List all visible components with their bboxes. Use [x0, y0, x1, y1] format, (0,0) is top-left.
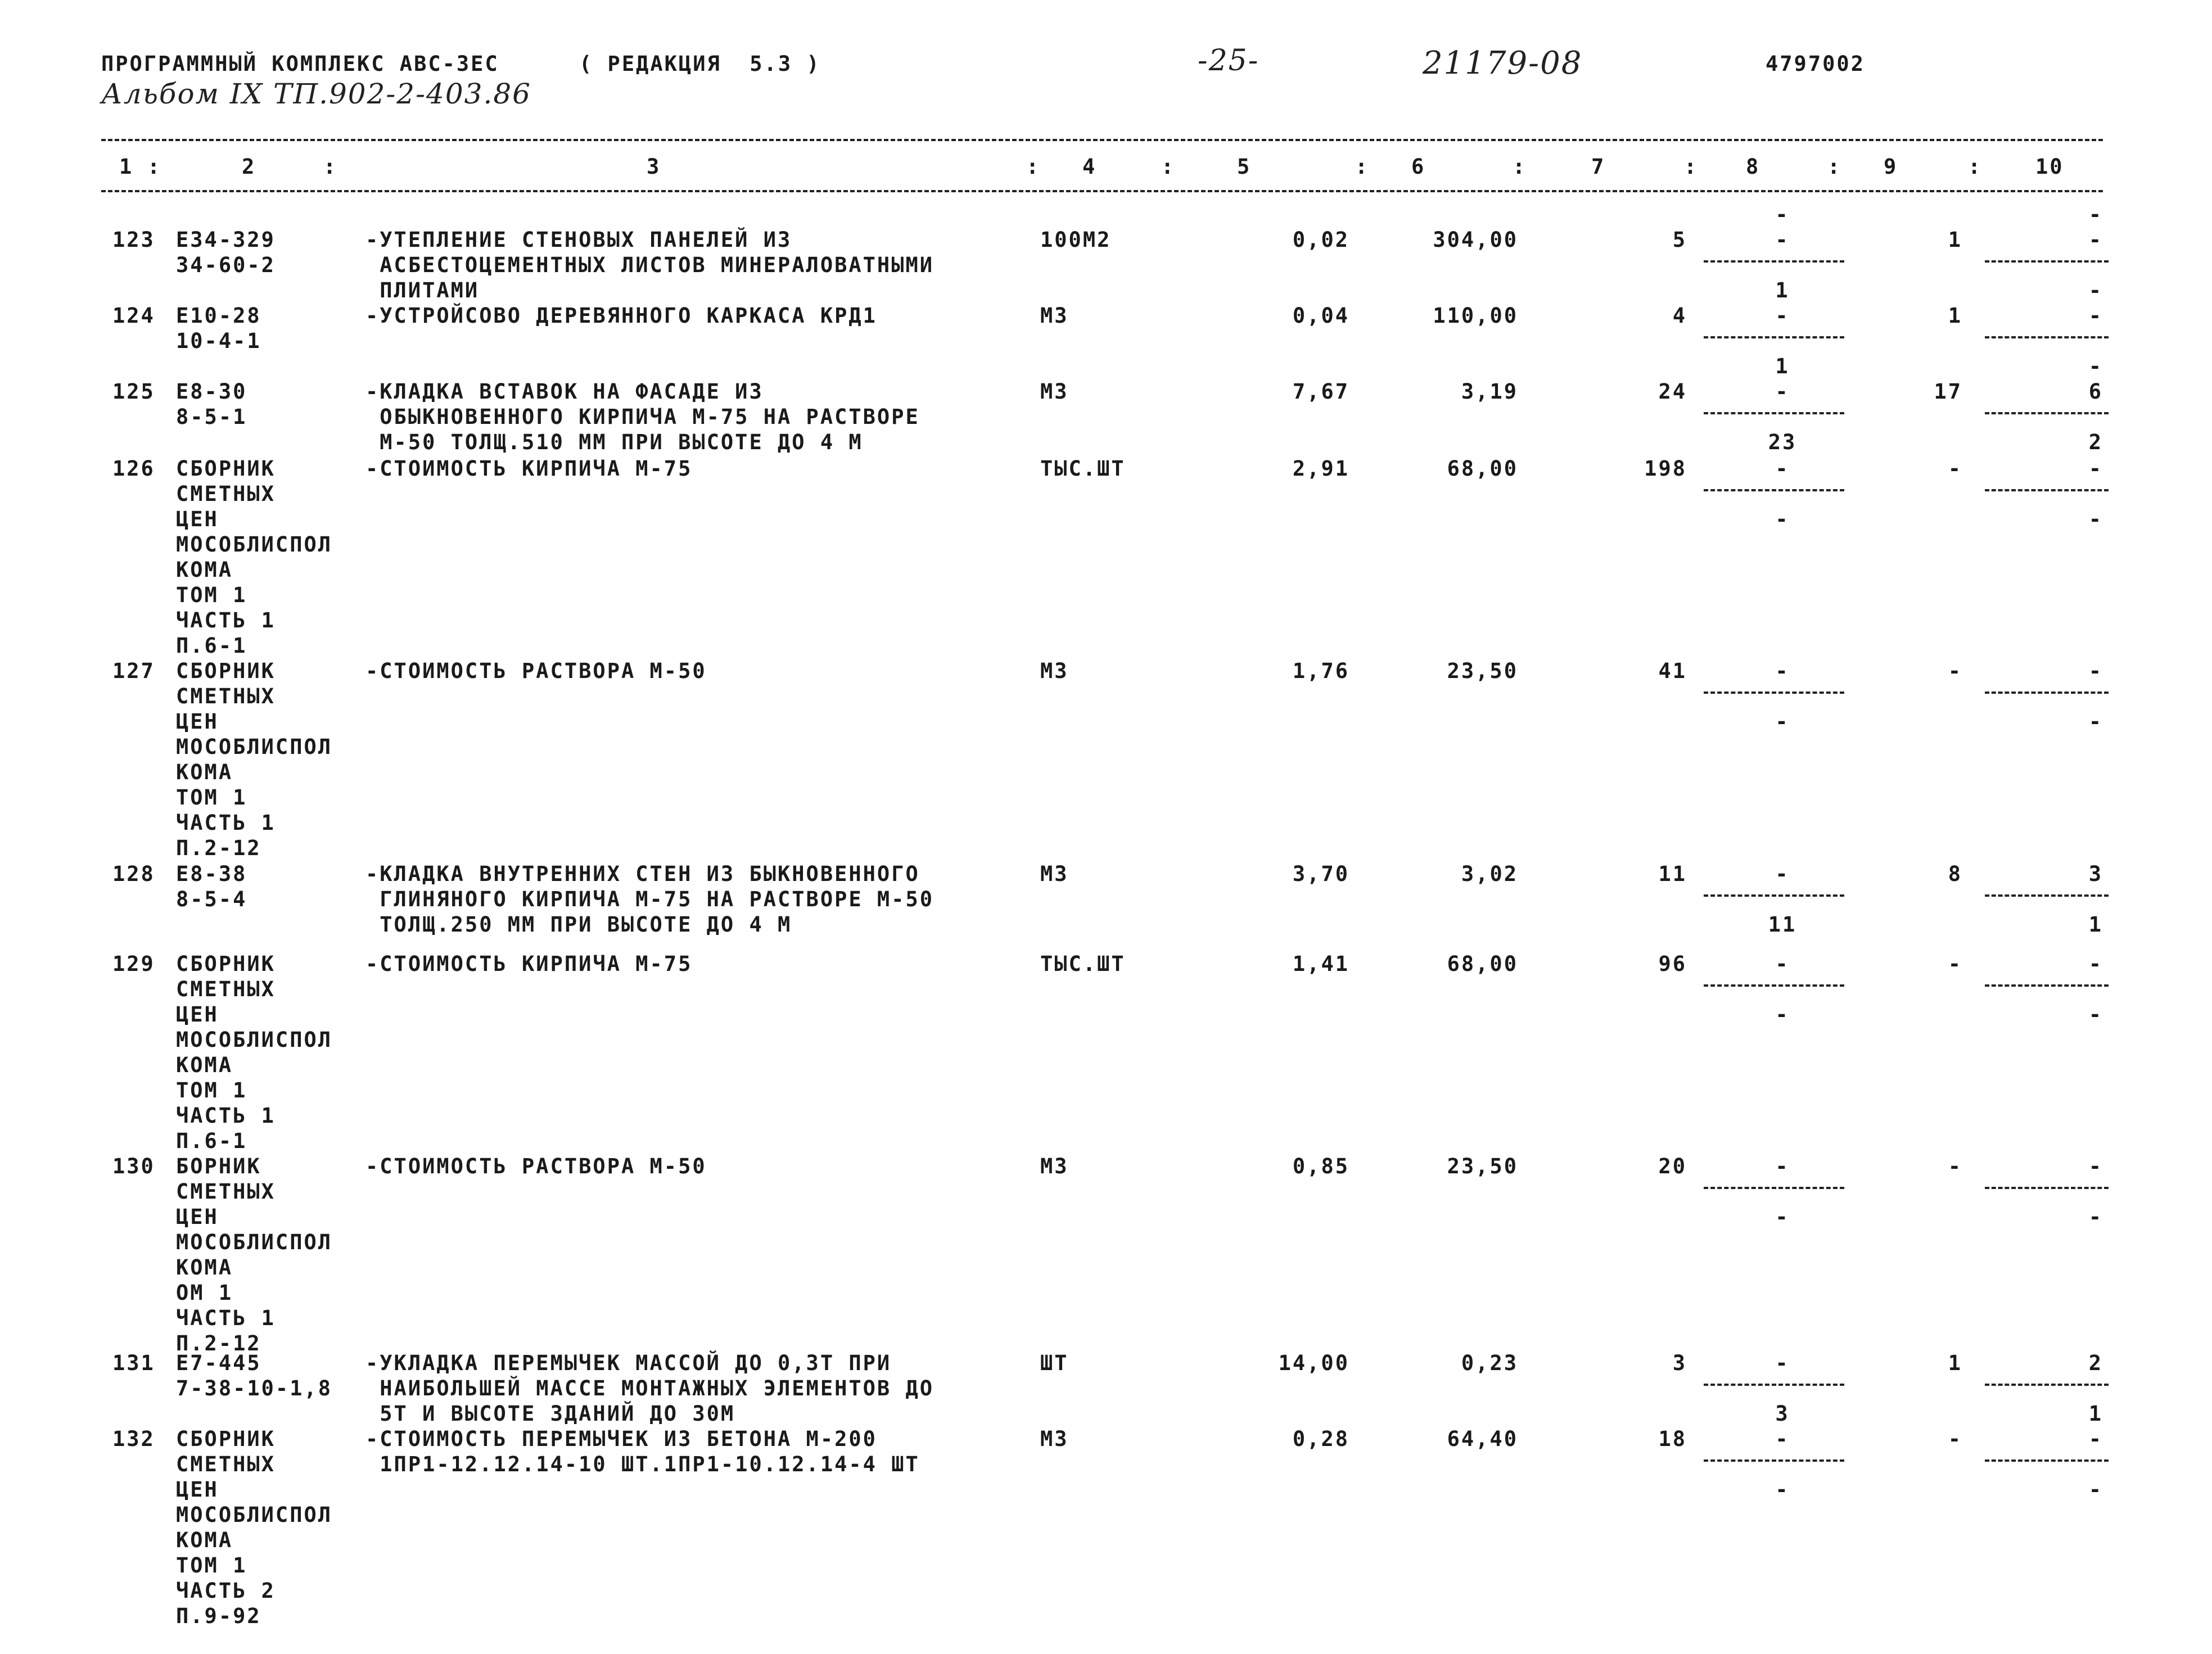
price-cell: 68,00: [1447, 952, 1518, 976]
row-number: 131: [112, 1351, 155, 1375]
code-line: ОМ 1: [176, 1281, 233, 1305]
col8-value: -: [1775, 228, 1790, 252]
row-number: 124: [112, 304, 155, 328]
total-cell: 41: [1658, 659, 1687, 683]
description-line: АСБЕСТОЦЕМЕНТНЫХ ЛИСТОВ МИНЕРАЛОВАТНЫМИ: [365, 253, 935, 277]
code-line: ТОМ 1: [176, 785, 247, 810]
total-cell: 3: [1672, 1351, 1687, 1375]
code-line: СМЕТНЫХ: [176, 1452, 276, 1476]
col8-bottom: -: [1775, 1002, 1790, 1027]
col8-fraction-line: [1704, 692, 1844, 694]
col8-fraction-line: [1704, 984, 1844, 987]
description-line: ПЛИТАМИ: [365, 278, 480, 302]
total-cell: 4: [1672, 304, 1687, 328]
code-line: МОСОБЛИСПОЛ: [176, 1503, 333, 1527]
column-separator: :: [1026, 155, 1041, 179]
description-line: -КЛАДКА ВНУТРЕННИХ СТЕН ИЗ БЫКНОВЕННОГО: [365, 862, 920, 886]
edition-label: ( РЕДАКЦИЯ 5.3 ): [579, 52, 821, 76]
col10-fraction-line: [1985, 412, 2109, 414]
description-line: -УКЛАДКА ПЕРЕМЫЧЕК МАССОЙ ДО 0,3Т ПРИ: [365, 1351, 892, 1375]
row-number: 130: [112, 1154, 155, 1178]
unit-cell: 100М2: [1040, 228, 1112, 252]
description-line: ГЛИНЯНОГО КИРПИЧА М-75 НА РАСТВОРЕ М-50: [365, 887, 935, 911]
col10-value: -: [2088, 228, 2103, 252]
code-line: ЧАСТЬ 1: [176, 1104, 276, 1128]
code-line: ТОМ 1: [176, 1078, 247, 1102]
description-line: -СТОИМОСТЬ РАСТВОРА М-50: [365, 659, 707, 683]
price-cell: 3,02: [1461, 862, 1518, 886]
col8-value: -: [1775, 952, 1790, 976]
code-line: СБОРНИК: [176, 952, 276, 976]
code-line: ТОМ 1: [176, 1553, 247, 1578]
code-line: ЧАСТЬ 1: [176, 608, 276, 632]
col10-fraction-line: [1985, 260, 2109, 263]
quantity-cell: 1,76: [1292, 659, 1349, 683]
col10-bottom: -: [2088, 507, 2103, 531]
col10-bottom: -: [2088, 278, 2103, 302]
description-line: 1ПР1-12.12.14-10 ШТ.1ПР1-10.12.14-4 ШТ: [365, 1452, 920, 1476]
col10-value: -: [2088, 659, 2103, 683]
row-number: 126: [112, 457, 155, 481]
col9-cell: 17: [1934, 379, 1962, 404]
quantity-cell: 3,70: [1292, 862, 1349, 886]
total-cell: 5: [1672, 228, 1687, 252]
col9-cell: -: [1948, 1427, 1962, 1451]
col8-bottom: 11: [1768, 912, 1797, 937]
col8-bottom: 23: [1768, 430, 1797, 454]
price-cell: 110,00: [1433, 304, 1518, 328]
column-header-10: 10: [2035, 155, 2064, 179]
col9-cell: 1: [1948, 304, 1962, 328]
code-line: СБОРНИК: [176, 659, 276, 683]
quantity-cell: 0,04: [1292, 304, 1349, 328]
row-number: 129: [112, 952, 155, 976]
column-separator: :: [1684, 155, 1699, 179]
code-line: Е8-38: [176, 862, 247, 886]
col8-fraction-line: [1704, 1459, 1844, 1462]
col8-fraction-line: [1704, 336, 1844, 338]
code-line: КОМА: [176, 760, 233, 784]
code-line: КОМА: [176, 1528, 233, 1552]
unit-cell: М3: [1040, 659, 1069, 683]
col8-bottom: 1: [1775, 278, 1790, 302]
row-number: 132: [112, 1427, 155, 1451]
price-cell: 23,50: [1447, 1154, 1518, 1178]
row-number: 127: [112, 659, 155, 683]
quantity-cell: 0,28: [1292, 1427, 1349, 1451]
col8-value: -: [1775, 304, 1790, 328]
unit-cell: ТЫС.ШТ: [1040, 457, 1126, 481]
code-line: ЦЕН: [176, 1002, 219, 1027]
code-line: Е10-28: [176, 304, 261, 328]
code-line: КОМА: [176, 1053, 233, 1077]
col10-top: -: [2088, 202, 2103, 227]
unit-cell: М3: [1040, 1154, 1069, 1178]
code-line: Е34-329: [176, 228, 276, 252]
header-top-rule: [101, 139, 2103, 141]
col8-bottom: 3: [1775, 1402, 1790, 1426]
code-line: МОСОБЛИСПОЛ: [176, 1028, 333, 1052]
col10-value: -: [2088, 304, 2103, 328]
col10-fraction-line: [1985, 1187, 2109, 1189]
description-line: ТОЛЩ.250 ММ ПРИ ВЫСОТЕ ДО 4 М: [365, 912, 792, 937]
code-line: П.6-1: [176, 1129, 247, 1153]
code-line: ЦЕН: [176, 1477, 219, 1502]
code-line: СМЕТНЫХ: [176, 1180, 276, 1204]
quantity-cell: 14,00: [1278, 1351, 1349, 1375]
description-line: ОБЫКНОВЕННОГО КИРПИЧА М-75 НА РАСТВОРЕ: [365, 405, 920, 429]
unit-cell: М3: [1040, 304, 1069, 328]
code-line: ЧАСТЬ 1: [176, 811, 276, 835]
col10-fraction-line: [1985, 1384, 2109, 1386]
description-line: -УТЕПЛЕНИЕ СТЕНОВЫХ ПАНЕЛЕЙ ИЗ: [365, 228, 792, 252]
code-line: СБОРНИК: [176, 457, 276, 481]
total-cell: 198: [1644, 457, 1687, 481]
code-line: 8-5-4: [176, 887, 247, 911]
code-line: ТОМ 1: [176, 583, 247, 607]
description-line: -СТОИМОСТЬ КИРПИЧА М-75: [365, 457, 693, 481]
code-line: 10-4-1: [176, 329, 261, 353]
code-line: БОРНИК: [176, 1154, 261, 1178]
column-separator: :: [323, 155, 338, 179]
quantity-cell: 7,67: [1292, 379, 1349, 404]
code-line: 34-60-2: [176, 253, 276, 277]
price-cell: 23,50: [1447, 659, 1518, 683]
col8-bottom: -: [1775, 709, 1790, 734]
col10-value: -: [2088, 1427, 2103, 1451]
col10-value: -: [2088, 457, 2103, 481]
code-line: ЦЕН: [176, 709, 219, 734]
unit-cell: ТЫС.ШТ: [1040, 952, 1126, 976]
column-separator: :: [1355, 155, 1370, 179]
description-line: -СТОИМОСТЬ КИРПИЧА М-75: [365, 952, 693, 976]
column-header-2: 2: [242, 155, 256, 179]
col8-value: -: [1775, 457, 1790, 481]
code-line: 8-5-1: [176, 405, 247, 429]
price-cell: 64,40: [1447, 1427, 1518, 1451]
total-cell: 24: [1658, 379, 1687, 404]
code-line: СБОРНИК: [176, 1427, 276, 1451]
col9-cell: 1: [1948, 228, 1962, 252]
column-header-6: 6: [1411, 155, 1426, 179]
quantity-cell: 2,91: [1292, 457, 1349, 481]
code-line: ЦЕН: [176, 1205, 219, 1229]
sheet-code: 4797002: [1766, 52, 1865, 76]
col8-value: -: [1775, 862, 1790, 886]
col9-cell: -: [1948, 1154, 1962, 1178]
row-number: 128: [112, 862, 155, 886]
quantity-cell: 1,41: [1292, 952, 1349, 976]
col10-bottom: -: [2088, 354, 2103, 378]
code-line: МОСОБЛИСПОЛ: [176, 735, 333, 759]
column-header-1: 1: [119, 155, 134, 179]
col10-fraction-line: [1985, 336, 2109, 338]
col8-bottom: -: [1775, 507, 1790, 531]
col8-fraction-line: [1704, 412, 1844, 414]
col10-value: -: [2088, 1154, 2103, 1178]
col10-fraction-line: [1985, 894, 2109, 897]
col8-value: -: [1775, 659, 1790, 683]
total-cell: 18: [1658, 1427, 1687, 1451]
col9-cell: -: [1948, 952, 1962, 976]
col10-bottom: -: [2088, 1205, 2103, 1229]
code-line: П.2-12: [176, 836, 261, 860]
col10-value: 3: [2088, 862, 2103, 886]
unit-cell: М3: [1040, 379, 1069, 404]
col10-bottom: 1: [2088, 1402, 2103, 1426]
column-header-8: 8: [1746, 155, 1760, 179]
col8-top: -: [1775, 202, 1790, 227]
price-cell: 68,00: [1447, 457, 1518, 481]
column-header-4: 4: [1082, 155, 1097, 179]
code-line: СМЕТНЫХ: [176, 684, 276, 708]
col10-value: 2: [2088, 1351, 2103, 1375]
col10-fraction-line: [1985, 1459, 2109, 1462]
col9-cell: -: [1948, 659, 1962, 683]
column-separator: :: [1161, 155, 1176, 179]
description-line: -КЛАДКА ВСТАВОК НА ФАСАДЕ ИЗ: [365, 379, 764, 404]
column-separator: :: [1968, 155, 1983, 179]
row-number: 125: [112, 379, 155, 404]
col10-fraction-line: [1985, 489, 2109, 491]
code-line: ЦЕН: [176, 507, 219, 531]
column-separator: :: [1513, 155, 1527, 179]
code-line: КОМА: [176, 1255, 233, 1280]
col10-fraction-line: [1985, 692, 2109, 694]
price-cell: 0,23: [1461, 1351, 1518, 1375]
code-line: П.9-92: [176, 1604, 261, 1628]
col10-bottom: 2: [2088, 430, 2103, 454]
code-line: МОСОБЛИСПОЛ: [176, 532, 333, 557]
col8-bottom: -: [1775, 1205, 1790, 1229]
column-header-7: 7: [1591, 155, 1606, 179]
col8-fraction-line: [1704, 894, 1844, 897]
col8-fraction-line: [1704, 260, 1844, 263]
col10-bottom: -: [2088, 1002, 2103, 1027]
code-line: СМЕТНЫХ: [176, 482, 276, 506]
total-cell: 20: [1658, 1154, 1687, 1178]
col9-cell: -: [1948, 457, 1962, 481]
col9-cell: 1: [1948, 1351, 1962, 1375]
col8-bottom: -: [1775, 1477, 1790, 1502]
unit-cell: М3: [1040, 1427, 1069, 1451]
col8-fraction-line: [1704, 1384, 1844, 1386]
code-line: КОМА: [176, 558, 233, 582]
unit-cell: М3: [1040, 862, 1069, 886]
code-line: МОСОБЛИСПОЛ: [176, 1230, 333, 1254]
col8-fraction-line: [1704, 489, 1844, 491]
code-line: 7-38-10-1,8: [176, 1376, 333, 1400]
code-line: СМЕТНЫХ: [176, 977, 276, 1001]
row-number: 123: [112, 228, 155, 252]
header-bottom-rule: [101, 190, 2103, 192]
album-reference: Альбом IX ТП.902-2-403.86: [101, 78, 531, 110]
column-header-3: 3: [647, 155, 661, 179]
description-line: -УСТРОЙСОВО ДЕРЕВЯННОГО КАРКАСА КРД1: [365, 304, 877, 328]
unit-cell: ШТ: [1040, 1351, 1069, 1375]
col10-bottom: 1: [2088, 912, 2103, 937]
price-cell: 3,19: [1461, 379, 1518, 404]
column-header-9: 9: [1884, 155, 1898, 179]
col10-value: -: [2088, 952, 2103, 976]
code-line: Е7-445: [176, 1351, 261, 1375]
total-cell: 11: [1658, 862, 1687, 886]
col10-fraction-line: [1985, 984, 2109, 987]
col8-value: -: [1775, 1154, 1790, 1178]
column-separator: :: [147, 155, 162, 179]
code-line: П.2-12: [176, 1331, 261, 1355]
quantity-cell: 0,85: [1292, 1154, 1349, 1178]
code-line: ЧАСТЬ 1: [176, 1306, 276, 1330]
column-separator: :: [1827, 155, 1842, 179]
col8-value: -: [1775, 1427, 1790, 1451]
code-line: Е8-30: [176, 379, 247, 404]
col10-bottom: -: [2088, 1477, 2103, 1502]
description-line: 5Т И ВЫСОТЕ ЗДАНИЙ ДО 30М: [365, 1402, 735, 1426]
col8-value: -: [1775, 1351, 1790, 1375]
description-line: НАИБОЛЬШЕЙ МАССЕ МОНТАЖНЫХ ЭЛЕМЕНТОВ ДО: [365, 1376, 935, 1400]
code-line: ЧАСТЬ 2: [176, 1579, 276, 1603]
col8-bottom: 1: [1775, 354, 1790, 378]
program-title: ПРОГРАММНЫЙ КОМПЛЕКС АВС-3ЕС: [101, 52, 499, 76]
col10-bottom: -: [2088, 709, 2103, 734]
column-header-5: 5: [1237, 155, 1252, 179]
price-cell: 304,00: [1433, 228, 1518, 252]
page-number: -25-: [1198, 44, 1260, 78]
description-line: -СТОИМОСТЬ ПЕРЕМЫЧЕК ИЗ БЕТОНА М-200: [365, 1427, 877, 1451]
col8-fraction-line: [1704, 1187, 1844, 1189]
description-line: М-50 ТОЛЩ.510 ММ ПРИ ВЫСОТЕ ДО 4 М: [365, 430, 863, 454]
description-line: -СТОИМОСТЬ РАСТВОРА М-50: [365, 1154, 707, 1178]
col8-value: -: [1775, 379, 1790, 404]
quantity-cell: 0,02: [1292, 228, 1349, 252]
col10-value: 6: [2088, 379, 2103, 404]
doc-code: 21179-08: [1423, 45, 1583, 82]
code-line: П.6-1: [176, 634, 247, 658]
col9-cell: 8: [1948, 862, 1962, 886]
total-cell: 96: [1658, 952, 1687, 976]
